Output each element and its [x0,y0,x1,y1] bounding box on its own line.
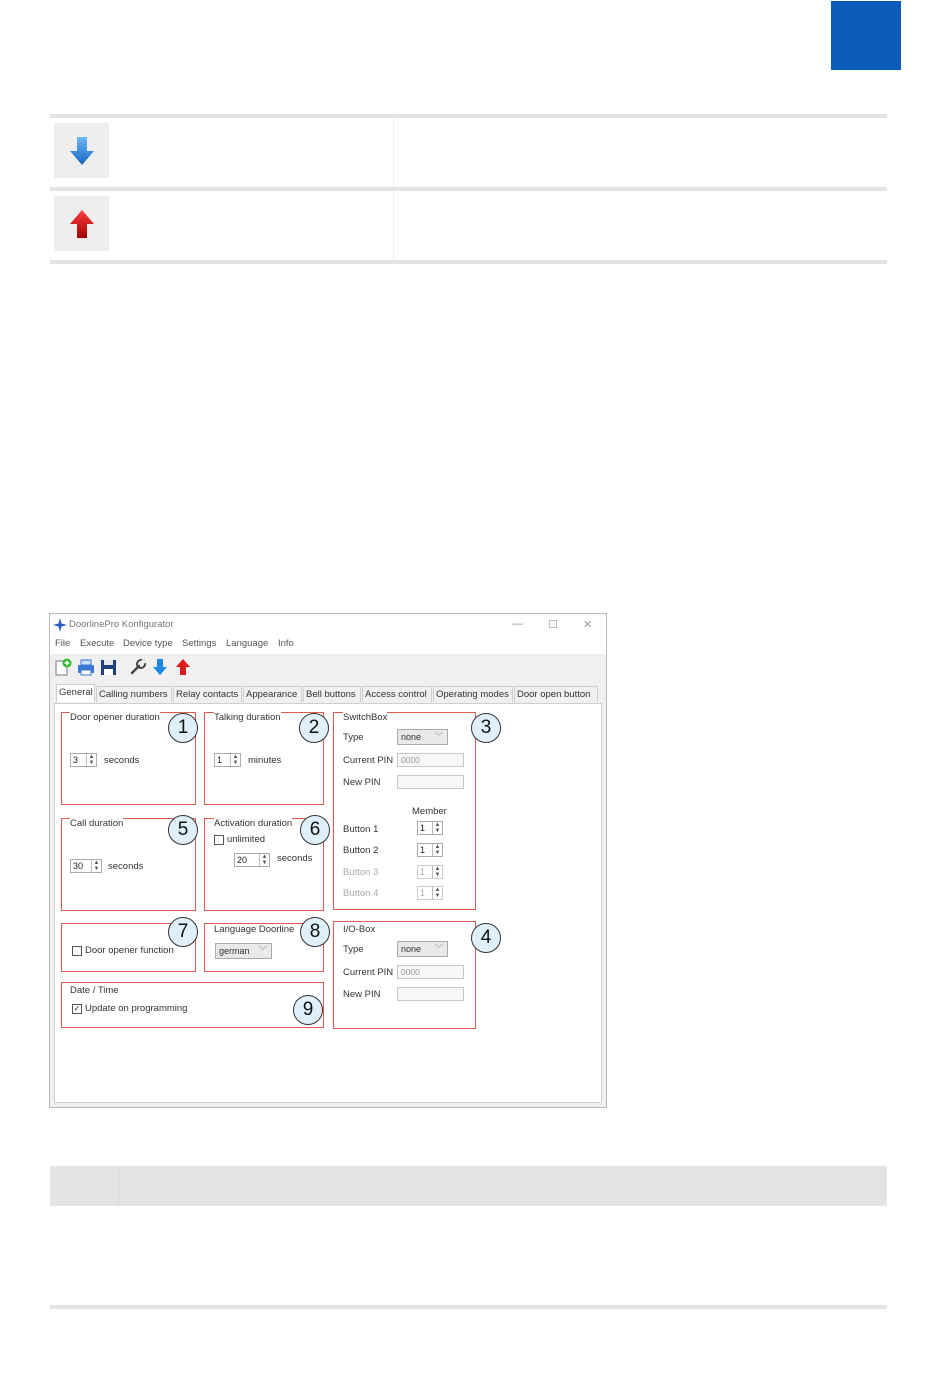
call-duration-title: Call duration [70,818,124,829]
switchbox-type-select[interactable]: none ﹀ [397,729,448,745]
table-rule-middle [50,187,887,191]
minimize-button[interactable]: — [512,618,523,630]
menu-info[interactable]: Info [278,638,294,649]
general-tab-panel [54,703,602,1103]
io-box-current-pin-label: Current PIN [343,967,394,978]
menu-execute[interactable]: Execute [80,638,115,649]
callout-3: 3 [471,713,501,743]
activation-unlimited-label: unlimited [227,834,266,845]
talking-duration-title: Talking duration [214,712,281,723]
callout-2: 2 [299,713,329,743]
download-toolbar-icon[interactable] [152,658,168,676]
title-bar [50,614,606,636]
io-box-new-pin-field[interactable] [397,987,464,1001]
menu-bar [50,636,606,654]
tab-access-control[interactable]: Access control [362,686,432,702]
menu-file[interactable]: File [55,638,71,649]
call-duration-stepper[interactable]: 30 ▲ ▼ [70,859,102,873]
tab-appearance[interactable]: Appearance [243,686,302,702]
chapter-tab-marker [831,1,901,70]
door-opener-duration-stepper[interactable]: 3 ▲ ▼ [70,753,97,767]
call-duration-unit: seconds [108,861,144,872]
switchbox-current-pin-label: Current PIN [343,755,394,766]
date-time-title: Date / Time [70,985,119,996]
switchbox-button-4-stepper[interactable]: 1 ▲ ▼ [417,886,443,900]
download-arrow-icon [54,123,109,178]
app-logo-icon [53,618,67,632]
activation-duration-title: Activation duration [214,818,293,829]
language-doorline-title: Language Doorline [214,924,295,935]
callout-7: 7 [168,917,198,947]
table-rule-bottom [50,260,887,264]
talking-duration-stepper[interactable]: 1 ▲ ▼ [214,753,241,767]
activation-unlimited-checkbox[interactable] [214,835,224,845]
io-box-type-label: Type [343,944,364,955]
save-icon[interactable] [100,659,117,676]
callout-8: 8 [300,917,330,947]
switchbox-button-4-label: Button 4 [343,888,379,899]
table-header-bar [50,1166,887,1206]
new-file-icon[interactable] [54,658,72,676]
switchbox-member-label: Member [412,806,447,817]
switchbox-button-2-stepper[interactable]: 1 ▲ ▼ [417,843,443,857]
tab-calling-numbers[interactable]: Calling numbers [96,686,172,702]
configurator-window [49,613,607,1108]
callout-4: 4 [471,923,501,953]
switchbox-title: SwitchBox [343,712,388,723]
switchbox-button-1-stepper[interactable]: 1 ▲ ▼ [417,821,443,835]
menu-settings[interactable]: Settings [182,638,217,649]
io-box-new-pin-label: New PIN [343,989,381,1000]
door-opener-duration-title: Door opener duration [70,712,160,723]
close-button[interactable]: ✕ [583,619,593,631]
callout-9: 9 [293,995,323,1025]
switchbox-button-3-stepper[interactable]: 1 ▲ ▼ [417,865,443,879]
switchbox-current-pin-field[interactable]: 0000 [397,753,464,767]
maximize-button[interactable]: ☐ [548,619,558,631]
talking-duration-unit: minutes [248,755,282,766]
door-opener-duration-unit: seconds [104,755,140,766]
update-on-programming-label: Update on programming [85,1003,188,1014]
menu-device-type[interactable]: Device type [123,638,173,649]
upload-toolbar-icon[interactable] [175,658,191,676]
tab-operating-modes[interactable]: Operating modes [433,686,513,702]
tab-relay-contacts[interactable]: Relay contacts [173,686,242,702]
language-doorline-select[interactable]: german ﹀ [215,943,272,959]
door-opener-function-checkbox[interactable] [72,946,82,956]
io-box-current-pin-field[interactable]: 0000 [397,965,464,979]
callout-6: 6 [300,815,330,845]
switchbox-type-label: Type [343,732,364,743]
table-rule-end [50,1305,887,1309]
tab-door-open-button[interactable]: Door open button [514,686,598,702]
switchbox-new-pin-label: New PIN [343,777,381,788]
tab-bell-buttons[interactable]: Bell buttons [303,686,361,702]
tab-general[interactable]: General [56,684,95,702]
switchbox-button-3-label: Button 3 [343,867,379,878]
table-rule-top [50,114,887,118]
door-opener-function-label: Door opener function [85,945,174,956]
upload-arrow-icon [54,196,109,251]
callout-5: 5 [168,815,198,845]
window-title: DoorlinePro Konfigurator [69,619,174,630]
table-header-divider [118,1166,119,1206]
io-box-title: I/O-Box [343,924,376,935]
toolbar [50,654,606,680]
switchbox-new-pin-field[interactable] [397,775,464,789]
io-box-type-select[interactable]: none ﹀ [397,941,448,957]
switchbox-button-2-label: Button 2 [343,845,379,856]
wrench-icon[interactable] [129,658,147,676]
update-on-programming-checkbox[interactable]: ✓ [73,1004,81,1013]
print-icon[interactable] [77,659,95,676]
activation-duration-stepper[interactable]: 20 ▲ ▼ [234,853,270,867]
menu-language[interactable]: Language [226,638,269,649]
activation-duration-unit: seconds [277,853,313,864]
callout-1: 1 [168,713,198,743]
switchbox-button-1-label: Button 1 [343,824,379,835]
